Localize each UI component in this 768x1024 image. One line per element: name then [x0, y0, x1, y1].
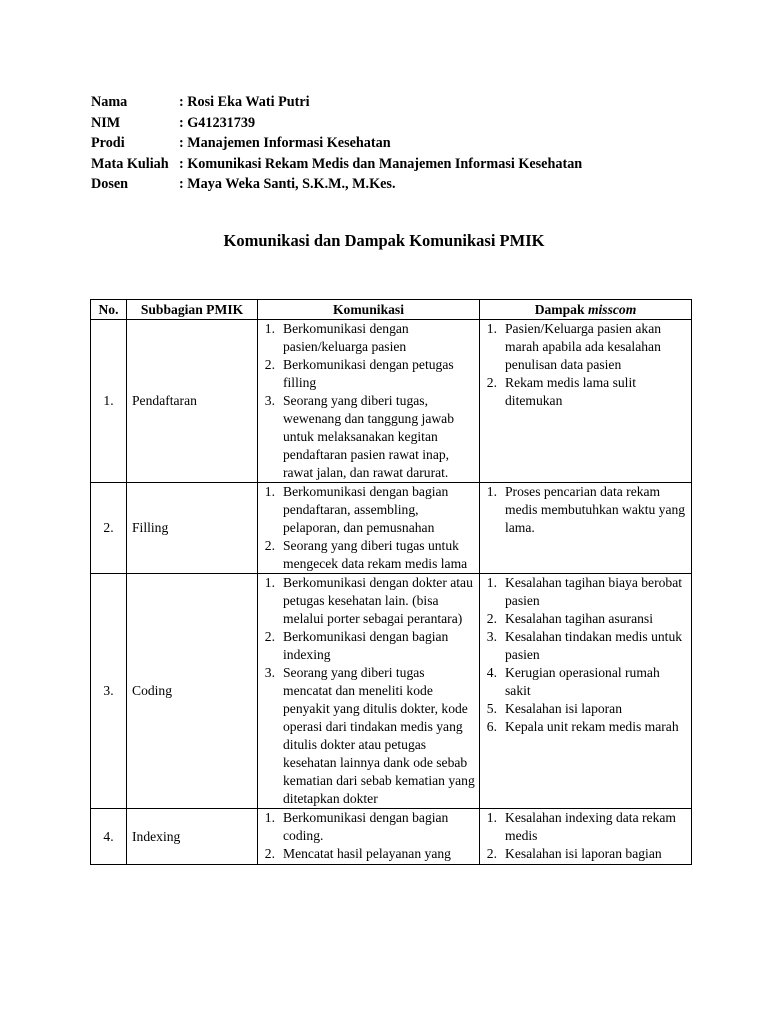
- info-row-nim: [91, 113, 582, 134]
- row-komunikasi: [258, 320, 480, 483]
- item-number: 1.: [486, 575, 497, 590]
- pmik-table: [90, 299, 692, 865]
- list-item: [480, 845, 687, 863]
- komunikasi-list: [258, 483, 479, 573]
- item-number: 2.: [486, 375, 497, 390]
- document-title: Komunikasi dan Dampak Komunikasi PMIK: [223, 231, 545, 250]
- komunikasi-list: [258, 809, 479, 863]
- row-subbagian: Pendaftaran: [127, 320, 258, 483]
- item-text: Mencatat hasil pelayanan yang: [283, 846, 451, 861]
- info-value: : Komunikasi Rekam Medis dan Manajemen Informasi Kesehatan: [179, 155, 583, 172]
- header-subbagian: Subbagian PMIK: [127, 300, 258, 320]
- item-number: 2.: [264, 629, 275, 644]
- row-dampak: [480, 809, 692, 865]
- list-item: [258, 356, 475, 392]
- item-text: Seorang yang diberi tugas mencatat dan meneliti kode penyakit yang ditulis dokter, kode operasi dari tindakan medis yang ditulis dokter atau petugas kesehatan lainnya dank ode sebab kematian dari sebab kematian yang ditetapkan dokter: [283, 665, 475, 806]
- table-row: [91, 574, 692, 809]
- item-text: Kepala unit rekam medis marah: [505, 719, 679, 734]
- item-text: Seorang yang diberi tugas untuk mengecek data rekam medis lama: [283, 538, 468, 571]
- table-row: [91, 809, 692, 865]
- list-item: [258, 483, 475, 537]
- item-text: Rekam medis lama sulit ditemukan: [505, 375, 637, 408]
- item-number: 3.: [486, 629, 497, 644]
- list-item: [258, 628, 475, 664]
- item-number: 5.: [486, 701, 497, 716]
- item-text: Kesalahan tindakan medis untuk pasien: [505, 629, 683, 662]
- item-number: 1.: [264, 321, 275, 336]
- info-row-mata-kuliah: [91, 154, 582, 175]
- komunikasi-list: [258, 320, 479, 482]
- table-header-row: [91, 300, 692, 320]
- dampak-list: [480, 320, 691, 410]
- item-text: Kesalahan isi laporan: [505, 701, 623, 716]
- list-item: [258, 845, 475, 863]
- row-number: 3.: [91, 574, 127, 809]
- header-dampak-prefix: Dampak: [534, 301, 585, 317]
- list-item: [258, 574, 475, 628]
- info-value: : Maya Weka Santi, S.K.M., M.Kes.: [179, 176, 396, 192]
- item-number: 3.: [264, 665, 275, 680]
- komunikasi-list: [258, 574, 479, 808]
- list-item: [480, 809, 687, 845]
- row-komunikasi: [258, 574, 480, 809]
- table-row: [91, 483, 692, 574]
- item-number: 1.: [264, 484, 275, 499]
- list-item: [480, 374, 687, 410]
- item-text: Berkomunikasi dengan petugas filling: [283, 357, 454, 390]
- dampak-list: [480, 483, 691, 537]
- row-number: 2.: [91, 483, 127, 574]
- student-info: [91, 92, 582, 195]
- info-label: Prodi: [91, 135, 125, 151]
- item-number: 6.: [486, 719, 497, 734]
- item-text: Kesalahan tagihan biaya berobat pasien: [505, 575, 683, 608]
- item-text: Seorang yang diberi tugas, wewenang dan tanggung jawab untuk melaksanakan kegitan pendaftaran pasien rawat inap, rawat jalan, dan rawat darurat.: [283, 393, 454, 480]
- info-value: : G41231739: [179, 114, 256, 131]
- item-text: Pasien/Keluarga pasien akan marah apabila ada kesalahan penulisan data pasien: [505, 321, 662, 372]
- item-number: 3.: [264, 393, 275, 408]
- info-row-nama: [91, 92, 582, 113]
- list-item: [258, 809, 475, 845]
- row-dampak: [480, 320, 692, 483]
- list-item: [258, 664, 475, 808]
- list-item: [258, 537, 475, 573]
- item-text: Berkomunikasi dengan dokter atau petugas kesehatan lain. (bisa melalui porter sebagai perantara): [283, 575, 473, 626]
- item-text: Berkomunikasi dengan bagian coding.: [283, 810, 449, 843]
- item-text: Kesalahan isi laporan bagian: [505, 846, 662, 861]
- list-item: [258, 392, 475, 482]
- header-dampak: [480, 300, 692, 320]
- clip-container: [258, 809, 479, 864]
- item-text: Berkomunikasi dengan bagian indexing: [283, 629, 449, 662]
- dampak-list: [480, 574, 691, 736]
- row-number: 1.: [91, 320, 127, 483]
- row-subbagian: Coding: [127, 574, 258, 809]
- item-number: 1.: [486, 321, 497, 336]
- item-number: 2.: [486, 846, 497, 861]
- item-text: Kesalahan indexing data rekam medis: [505, 810, 676, 843]
- list-item: [480, 483, 687, 537]
- list-item: [480, 320, 687, 374]
- item-text: Kesalahan tagihan asuransi: [505, 611, 653, 626]
- row-subbagian: Filling: [127, 483, 258, 574]
- header-komunikasi: Komunikasi: [258, 300, 480, 320]
- item-number: 2.: [486, 611, 497, 626]
- info-value: : Rosi Eka Wati Putri: [179, 94, 310, 110]
- item-text: Berkomunikasi dengan bagian pendaftaran, assembling, pelaporan, dan pemusnahan: [283, 484, 449, 535]
- info-row-dosen: [91, 174, 582, 195]
- item-text: Kerugian operasional rumah sakit: [505, 665, 660, 698]
- item-number: 2.: [264, 538, 275, 553]
- item-number: 1.: [486, 484, 497, 499]
- item-number: 1.: [486, 810, 497, 825]
- list-item: [480, 700, 687, 718]
- list-item: [480, 718, 687, 736]
- info-label: Mata Kuliah: [91, 155, 169, 172]
- item-text: Proses pencarian data rekam medis membutuhkan waktu yang lama.: [505, 484, 686, 535]
- table-row: [91, 320, 692, 483]
- dampak-list: [480, 809, 691, 863]
- info-label: NIM: [91, 114, 121, 131]
- item-number: 2.: [264, 357, 275, 372]
- item-number: 2.: [264, 846, 275, 861]
- list-item: [480, 574, 687, 610]
- item-number: 1.: [264, 810, 275, 825]
- info-label: Nama: [91, 94, 128, 110]
- list-item: [480, 628, 687, 664]
- info-row-prodi: [91, 133, 582, 154]
- item-number: 4.: [486, 665, 497, 680]
- item-number: 1.: [264, 575, 275, 590]
- list-item: [480, 664, 687, 700]
- header-dampak-italic: misscom: [587, 301, 637, 317]
- row-komunikasi: [258, 809, 480, 865]
- item-text: Berkomunikasi dengan pasien/keluarga pasien: [283, 321, 409, 354]
- row-komunikasi: [258, 483, 480, 574]
- clip-container: [480, 809, 691, 864]
- row-dampak: [480, 483, 692, 574]
- row-subbagian: Indexing: [127, 809, 258, 865]
- header-no: No.: [91, 300, 127, 320]
- info-value: : Manajemen Informasi Kesehatan: [179, 135, 391, 151]
- info-label: Dosen: [91, 176, 129, 192]
- list-item: [480, 610, 687, 628]
- list-item: [258, 320, 475, 356]
- row-dampak: [480, 574, 692, 809]
- row-number: 4.: [91, 809, 127, 865]
